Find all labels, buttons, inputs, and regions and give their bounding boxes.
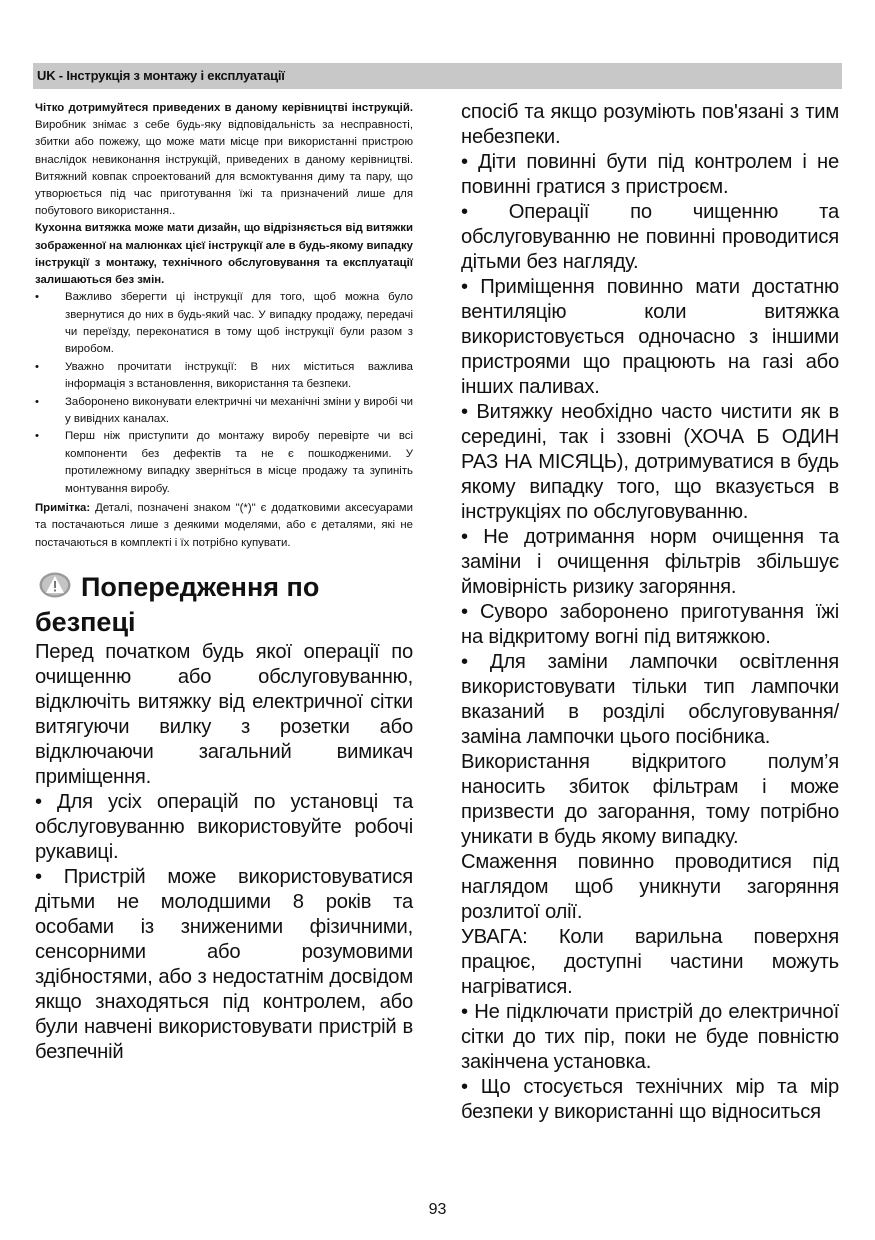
safety-paragraph: • Витяжку необхідно часто чистити як в середині, так і ззовні (ХОЧА Б ОДИН РАЗ НА МІСЯЦЬ), дотримуватися в будь якому випадку того, що вказується в інструкціях по обслуговуванню. [461,401,839,523]
bullet-item: • Заборонено виконувати електричні чи механічні зміни у виробі чи у вивідних каналах. [35,395,413,426]
safety-paragraph: Смаження повинно проводитися під наглядом щоб уникнути загоряння розлитої олії. [461,851,839,923]
design-note: Кухонна витяжка може мати дизайн, що відрізняється від витяжки зображенної на малюнках цієї інструкції але в будь-якому випадку інструкції з монтажу, технічного обслуговування та експлуатації залишаються без змін. [35,222,413,287]
left-column [35,100,413,1065]
header-bar [33,63,842,89]
safety-paragraph: • Приміщення повинно мати достатню вентиляцію коли витяжка використовується одночасно з іншими пристроями що працюють на газі або інших паливах. [461,276,839,398]
safety-heading [35,570,413,640]
intro-paragraph [35,100,413,220]
safety-paragraph: Використання відкритого полум’я наносить збиток фільтрам і може призвести до загорання, тому потрібно уникати в будь якому випадку. [461,751,839,848]
bullet-item: • Перш ніж приступити до монтажу виробу перевірте чи всі компоненти без дефектів та не є пошкодженими. У протилежному випадку зверніться в місце продажу та зупиніть монтування виробу. [35,430,413,495]
intro-bold: Чітко дотримуйтеся приведених в даному керівництві інструкцій. [35,102,413,114]
right-column [461,100,839,1125]
safety-paragraph: спосіб та якщо розуміють пов'язані з тим небезпеки. [461,101,839,148]
bullet-mark: • [35,395,39,408]
safety-paragraph: • Не підключати пристрій до електричної сітки до тих пір, поки не буде повністю закінчена установка. [461,1001,839,1073]
safety-heading-text: Попередження по безпеці [35,571,320,637]
safety-paragraph: • Що стосується технічних мір та мір безпеки у використанні що відноситься [461,1076,839,1123]
header-title: UK - Інструкція з монтажу і експлуатації [37,68,285,83]
bullet-item: • Уважно прочитати інструкції: В них міститься важлива інформація з встановлення, використання та безпеки. [35,360,413,391]
note-label: Примітка: [35,502,91,515]
bullet-mark: • [35,430,39,443]
page-number: 93 [428,1201,447,1218]
bullet-mark: • [35,360,39,373]
bullet-mark: • [35,291,39,304]
safety-paragraph: • Не дотримання норм очищення та заміни і очищення фільтрів збільшує ймовірність ризику загоряння. [461,526,839,598]
note-text: Деталі, позначені знаком "(*)" є додатковими аксесуарами та постачаються лише з деякими моделями, або є деталями, які не постачаються в комплекті і їх потрібно купувати. [35,502,413,549]
intro-text: Виробник знімає з себе будь-яку відповідальність за несправності, збитки або пожежу, що може мати місце при використанні пристрою внаслідок невиконання інструкцій, приведених в даному керівництві. Витяжний ковпак спроектований для всмоктування диму та пару, що утворюється під час приготування їжі та призначений лише для побутового використання.. [35,119,413,218]
safety-paragraph: • Суворо заборонено приготування їжі на відкритому вогні під витяжкою. [461,601,839,648]
warning-triangle-icon [39,572,71,598]
bullet-item: • Важливо зберегти ці інструкції для того, щоб можна було звернутися до них в будь-який час. У випадку продажу, передачі чи переїзду, переконатися в тому щоб інструкції були разом з виробом. [35,291,413,356]
instruction-bullets [35,289,413,498]
note-paragraph [35,500,413,552]
safety-paragraph: УВАГА: Коли варильна поверхня працює, доступні частини можуть нагріватися. [461,926,839,998]
safety-paragraph: Перед початком будь якої операції по очищенню або обслуговуванню, відключіть витяжку від електричної сітки витягуючи вилку з розетки або відключаючи загальний вимикач приміщення. [35,640,413,788]
safety-paragraph: • Операції по чищенню та обслуговуванню не повинні проводитися дітьми без нагляду. [461,201,839,273]
safety-paragraph: • Для заміни лампочки освітлення використовувати тільки тип лампочки вказаний в розділі обслуговування/заміна лампочки цього посібника. [461,651,839,748]
safety-paragraph: • Для усіх операцій по установці та обслуговуванню використовуйте робочі рукавиці. [35,790,413,863]
safety-paragraph: • Діти повинні бути під контролем і не повинні гратися з пристроєм. [461,151,839,198]
safety-paragraph: • Пристрій може використовуватися дітьми не молодшими 8 років та особами із зниженими фізичними, сенсорними або розумовими здібностями, або з недостатнім досвідом якщо знаходяться під контролем, або були навчені використовувати пристрій в безпечній [35,865,413,1063]
